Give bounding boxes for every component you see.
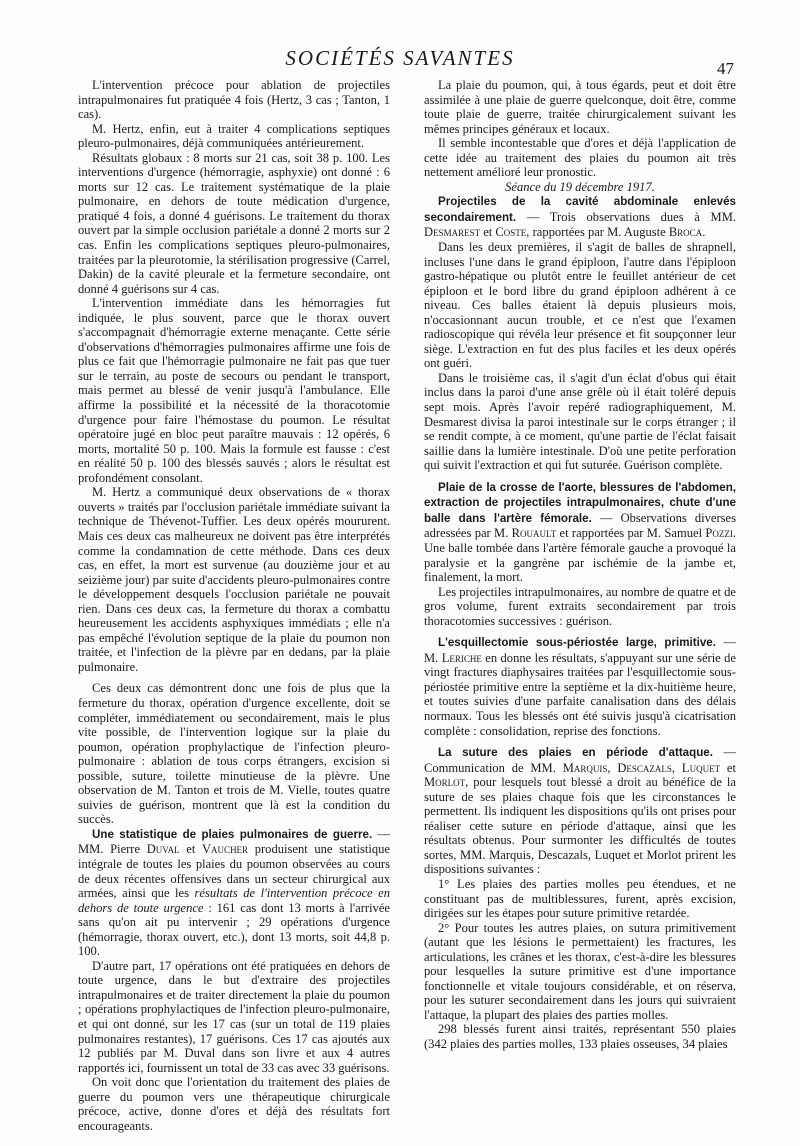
text-run: , pour lesquels tout blessé a droit au bénéfice de la suture de ses plaies chaque fois que les circonstances le permettent. Ils indiquent les dispositions qu'ils ont prises pour réaliser cette suture en période d'attaque, ainsi que les résultats obtenus. Pour surmonter les difficultés de toutes sortes, MM. Marquis, Descazals, Luquet et Morlot prirent les dispositions suivantes :: [424, 775, 736, 877]
list-item: 2° Pour toutes les autres plaies, on sutura primitivement (autant que les lésions le permettaient) les fractures, les articulations, les crânes et les thorax, c'est-à-dire les blessures pour lesquelles la suture primitive est d'une importance fonctionnelle et vitale toujours considérable, et on réserva, pour les suturer secondairement dans les jours qui suivraient l'attaque, la plupart des plaies des parties molles.: [424, 920, 736, 1022]
author-name: Rouault: [511, 526, 557, 541]
section-heading: Plaie de la crosse de l'aorte, blessures de l'abdomen, extraction de projectiles intrapulmonaires, chute d'une balle dans l'artère fémorale.: [424, 480, 736, 525]
author-name: Luquet: [681, 760, 721, 775]
paragraph: Les projectiles intrapulmonaires, au nombre de quatre et de gros volume, furent extraits secondairement par trois thoracotomies successives : guérison.: [424, 584, 736, 628]
text-run: produisent une statistique intégrale de toutes les plaies du poumon observées au cours de deux récentes offensives dans un secteur chirurgical aux armées, ainsi que les: [78, 842, 390, 901]
paragraph: 298 blessés furent ainsi traités, représentant 550 plaies (342 plaies des parties molles, 133 plaies osseuses, 34 plaies: [424, 1022, 736, 1051]
text-run: .: [702, 225, 706, 240]
paragraph: M. Hertz a communiqué deux observations de « thorax ouverts » traités par l'occlusion pariétale immédiate suivant la technique de Thévenot-Tuffier. Les deux opérés moururent. Mais ces deux cas malheureux ne doivent pas être interprétés comme la condamnation de cette méthode. Dans ces deux cas, en effet, la mort est survenue (au douzième jour et au seizième jour) par suite d'accidents pleuro-pulmonaires contre le développement desquels l'occlusion pariétale ne pouvait rien. Dans ces deux cas, la fermeture du thorax a combattu heureusement les accidents asphyxiques immédiats ; elle n'a pas empêché l'évolution septique de la plaie du poumon non traitée, et l'infection de la plèvre par en dedans, par la plaie pulmonaire.: [78, 485, 390, 674]
text-run: ,: [607, 760, 618, 775]
section-heading: Une statistique de plaies pulmonaires de guerre.: [92, 827, 373, 841]
text-run: — MM. Pierre: [78, 826, 390, 857]
right-column: [424, 78, 736, 1052]
author-name: Coste: [495, 225, 527, 240]
paragraph: L'intervention immédiate dans les hémorragies fut indiquée, le plus souvent, parce que le thorax ouvert s'accompagnait d'hémorragie externe menaçante. Cette série d'observations d'hémorragies pulmonaires affirme une fois de plus ce fait que l'hémorragie pulmonaire ne fait pas que tuer sur le terrain, au poste de secours ou pendant le transport, mais permet au blessé de venir jusqu'à l'ambulance. Elle affirme la possibilité et la nécessité de la thoracotomie d'urgence pour faire l'hémostase du poumon. Le résultat opératoire jugé en bloc peut paraître mauvais : 12 opérés, 6 morts, mortalité 50 p. 100. Mais la formule est fausse : c'est en réalité 50 p. 100 des blessés sauvés ; alors le résultat est profondément consolant.: [78, 296, 390, 485]
section-paragraph: [424, 480, 736, 585]
left-column: [78, 78, 390, 1133]
author-name: Broca: [668, 225, 703, 240]
paragraph: D'autre part, 17 opérations ont été pratiquées en dehors de toute urgence, dans le but d'extraire des projectiles intrapulmonaires et de traiter directement la plaie du poumon ; opérations prophylactiques de l'infection pleuro-pulmonaire, et qui ont donné, sur les 17 cas (sur un total de 119 plaies pulmonaires restantes), 17 guérisons. Ces 17 cas ajoutés aux 12 publiés par M. Duval dans son livre et aux 4 autres rapportés ici, fournissent un total de 33 cas avec 33 guérisons.: [78, 958, 390, 1075]
author-name: Descazals: [617, 760, 672, 775]
text-run: et: [720, 760, 736, 775]
paragraph: M. Hertz, enfin, eut à traiter 4 complications septiques pleuro-pulmonaires, déjà communiquées antérieurement.: [78, 121, 390, 151]
text-run: — Trois observations dues à MM.: [516, 209, 736, 224]
section-heading: L'esquillectomie sous-périostée large, primitive.: [438, 636, 716, 650]
section-paragraph: [424, 194, 736, 240]
text-run: et: [179, 842, 202, 857]
author-name: Marquis: [562, 760, 608, 775]
paragraph: Ces deux cas démontrent donc une fois de plus que la fermeture du thorax, opération d'urgence excellente, doit se compléter, immédiatement ou secondairement, mais le plus vite possible, de l'intervention logique sur la plaie du poumon, opération prophylactique de l'infection pleuro-pulmonaire : ablation de tous corps étrangers, excision si possible, suture, toilette minutieuse de la plèvre. Une observation de M. Tanton et trois de M. Vielle, toutes quatre suivies de guérison, montrent que là est la condition du succès.: [78, 681, 390, 827]
paragraph: L'intervention précoce pour ablation de projectiles intrapulmonaires fut pratiquée 4 fois (Hertz, 3 cas ; Tanton, 1 cas).: [78, 78, 390, 122]
section-heading: La suture des plaies en période d'attaque.: [438, 746, 713, 760]
author-name: Duval: [146, 842, 180, 857]
text-run: . Une balle tombée dans l'artère fémorale gauche a provoqué la paralysie et la gangrène par ischémie de la jambe et, finalement, la mort.: [424, 526, 736, 585]
italic-phrase: résultats de l'intervention précoce en dehors de toute urgence: [78, 886, 390, 915]
author-name: Morlot: [424, 775, 466, 790]
section-paragraph: [424, 745, 736, 877]
section-heading: Projectiles de la cavité abdominale enlevés secondairement.: [424, 195, 736, 224]
author-name: Pozzi: [705, 526, 733, 541]
paragraph: Dans le troisième cas, il s'agit d'un éclat d'obus qui était inclus dans la paroi d'une anse grêle où il était toléré depuis sept mois. Après l'avoir repéré radiographiquement, M. Desmarest divisa la paroi intestinale sur le corps étranger ; il se rendit compte, à ce moment, qu'une partie de l'éclat faisait saillie dans la lumière intestinale. D'où une petite perforation qui suivit l'extraction et qui fut suturée. Guérison complète.: [424, 370, 736, 473]
text-run: — M.: [424, 635, 736, 665]
page-header: [0, 46, 800, 76]
section-paragraph: [424, 635, 736, 738]
paragraph: Dans les deux premières, il s'agit de balles de shrapnell, incluses l'une dans le grand épiploon, l'autre dans l'épiploon gastro-hépatique ou plutôt entre le feuillet antérieur de cet épiploon et le bord libre du grand épiploon adhérent à ce niveau. Ces balles étaient là depuis plusieurs mois, n'occasionnant aucun trouble, et ce n'est que l'examen radioscopique qui révéla leur présence et fit soupçonner leur siège. L'extraction en fut des plus faciles et les deux opérés ont guéri.: [424, 240, 736, 371]
session-date: Séance du 19 décembre 1917.: [505, 179, 655, 194]
text-run: : 161 cas dont 13 morts à l'arrivée sans qu'on ait pu intervenir ; 29 opérations d'urgence (hémorragie, thorax ouvert, etc.), dont 13 morts, soit 44,8 p. 100.: [78, 900, 390, 959]
list-item: 1° Les plaies des parties molles peu étendues, et ne constituant pas de multiblessures, furent, après excision, dirigées sur les étapes pour suture primitive retardée.: [424, 876, 736, 921]
paragraph: Il semble incontestable que d'ores et déjà l'application de cette idée au traitement des plaies du poumon ait très nettement amélioré leur pronostic.: [424, 136, 736, 180]
page-number: 47: [717, 59, 734, 78]
text-run: , rapportées par M. Auguste: [526, 225, 669, 240]
text-run: et rapportées par M. Samuel: [556, 526, 706, 541]
paragraph: La plaie du poumon, qui, à tous égards, peut et doit être assimilée à une plaie de guerre quelconque, doit être, comme toute plaie de guerre, traitée chirurgicalement suivant les mêmes principes généraux et locaux.: [424, 78, 736, 136]
text-run: et: [480, 225, 496, 240]
text-run: ,: [671, 760, 682, 775]
paragraph: Résultats globaux : 8 morts sur 21 cas, soit 38 p. 100. Les interventions d'urgence (hémorragie, asphyxie) ont donné : 6 morts sur 12 cas. Le traitement systématique de la plaie pulmonaire, en dehors de toute médication d'urgence, pratiqué 4 fois, a donné 4 guérisons. Le traitement du thorax ouvert par la simple occlusion pariétale a donné 2 morts sur 2 cas. Enfin les complications septiques pleuro-pulmonaires, traitées par la pleurotomie, la stérilisation progressive (Carrel, Dakin) de la cavité pleurale et la fermeture secondaire, ont donné 4 guérisons sur 4 cas.: [78, 150, 390, 296]
author-name: Leriche: [441, 650, 482, 665]
running-title: SOCIÉTÉS SAVANTES: [285, 46, 515, 70]
text-run: en donne les résultats, s'appuyant sur une série de vingt fractures diaphysaires traitées par l'esquillectomie sous-périostée primitive entre la septième et la dix-huitième heure, et toutes suivies d'une parfaite canalisation dans des délais normaux. Tous les blessés ont été suivis jusqu'à cicatrisation complète : consolidation, reprise des fonctions.: [424, 650, 736, 738]
author-name: Vaucher: [202, 842, 249, 857]
paragraph: On voit donc que l'orientation du traitement des plaies de guerre du poumon vers une thérapeutique chirurgicale précoce, active, donne d'ores et déjà des résultats fort encourageants.: [78, 1075, 390, 1133]
author-name: Desmarest: [424, 225, 481, 240]
text-run: — Observations diverses adressées par M.: [424, 510, 736, 541]
section-paragraph: [78, 827, 390, 959]
text-run: — Communication de MM.: [424, 745, 737, 775]
